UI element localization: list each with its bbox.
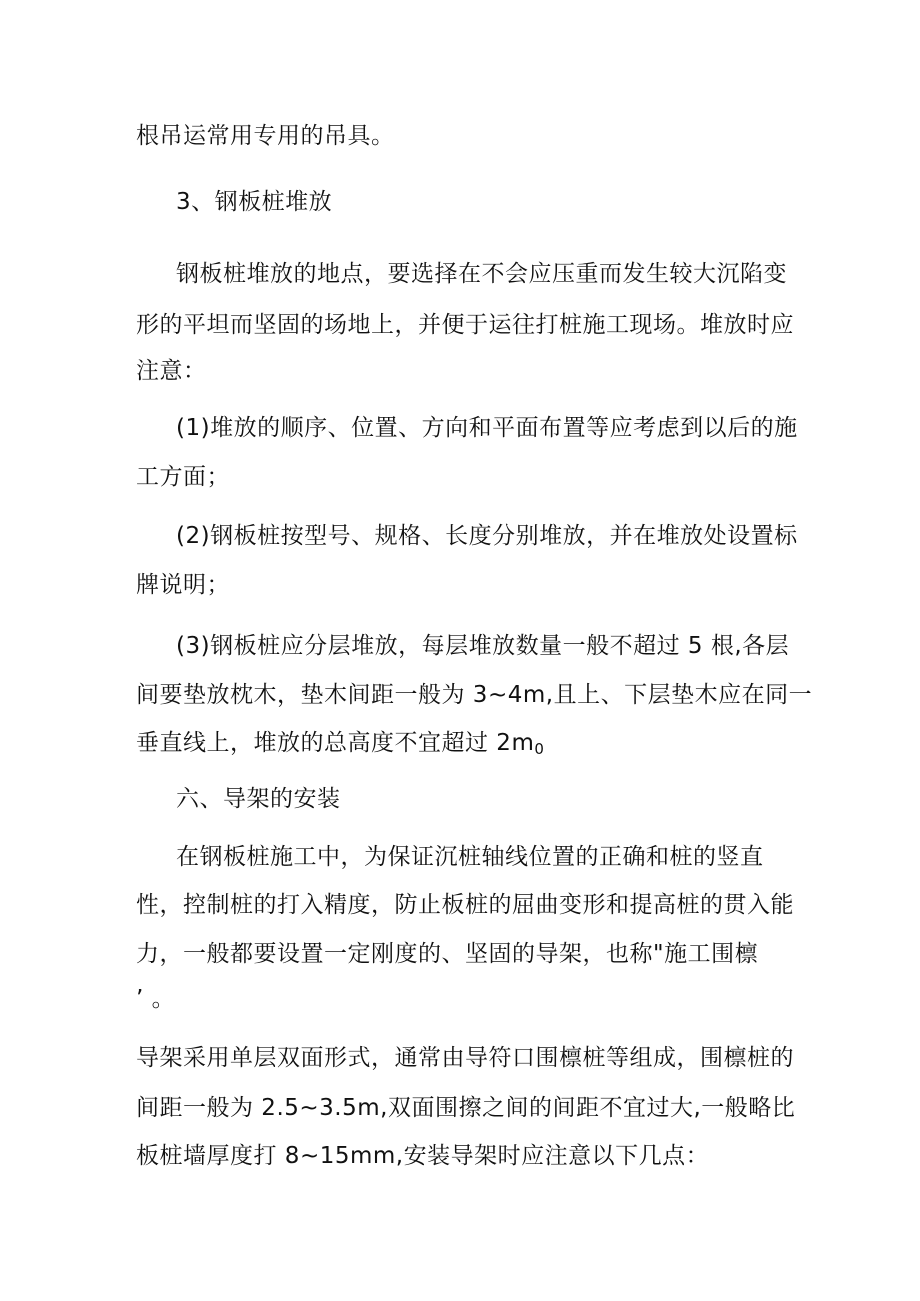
text-line: 形的平坦而坚固的场地上，并便于运往打桩施工现场。堆放时应 — [136, 312, 794, 338]
section-heading: 六、导架的安装 — [176, 786, 341, 812]
text-line: 钢板桩堆放的地点，要选择在不会应压重而发生较大沉陷变 — [176, 261, 787, 287]
list-item-line: 间要垫放枕木，垫木间距一般为 3~4m,且上、下层垫木应在同一 — [136, 682, 813, 708]
list-item-line: (3)钢板桩应分层堆放，每层堆放数量一般不超过 5 根,各层 — [176, 633, 790, 659]
text-line: ’ 。 — [136, 986, 176, 1012]
list-item-line: (2)钢板桩按型号、规格、长度分别堆放，并在堆放处设置标 — [176, 523, 798, 549]
text-line: 力，一般都要设置一定刚度的、坚固的导架，也称"施工围檩 — [136, 941, 759, 967]
text-line: 性，控制桩的打入精度，防止板桩的屈曲变形和提高桩的贯入能 — [136, 892, 794, 918]
list-item-line: (1)堆放的顺序、位置、方向和平面布置等应考虑到以后的施 — [176, 415, 798, 441]
text-line: 板桩墙厚度打 8~15mm,安装导架时应注意以下几点： — [136, 1143, 710, 1169]
list-item-line — [136, 728, 544, 764]
list-item-line: 工方面； — [136, 464, 230, 490]
text-line: 注意： — [136, 358, 207, 384]
text-line: 导架采用单层双面形式，通常由导符口围檩桩等组成，围檩桩的 — [136, 1045, 794, 1071]
list-item-line: 牌说明； — [136, 572, 230, 598]
section-heading: 3、钢板桩堆放 — [176, 189, 333, 215]
text-line: 根吊运常用专用的吊具。 — [136, 123, 395, 149]
text-line: 在钢板桩施工中，为保证沉桩轴线位置的正确和桩的竖直 — [176, 844, 764, 870]
text-line: 间距一般为 2.5~3.5m,双面围擦之间的间距不宜过大,一般略比 — [136, 1095, 796, 1121]
line-text: 垂直线上，堆放的总高度不宜超过 2m — [136, 730, 535, 756]
subscript: 0 — [534, 740, 545, 758]
